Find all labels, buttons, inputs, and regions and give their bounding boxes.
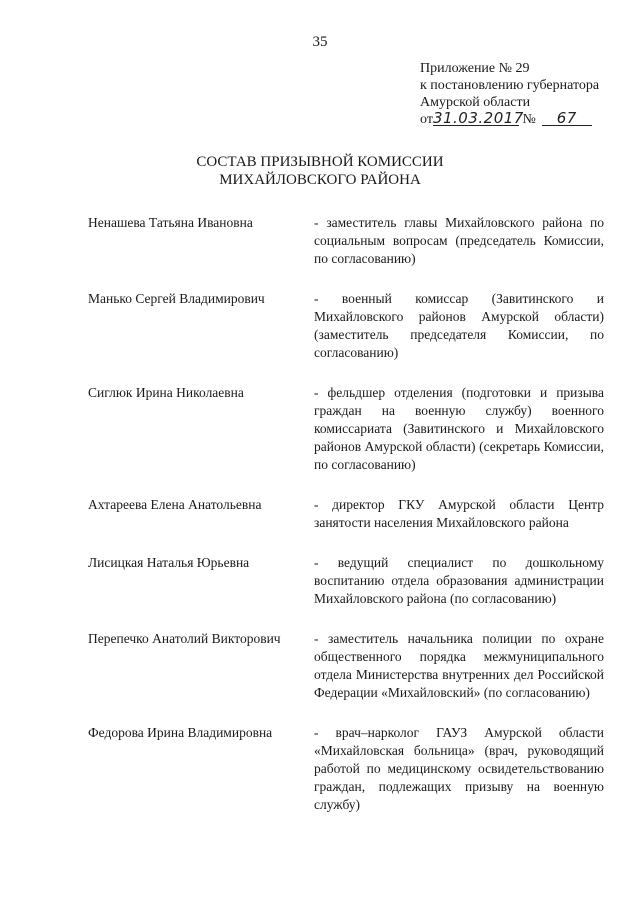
member-row bbox=[78, 384, 618, 474]
member-row bbox=[78, 724, 618, 814]
member-role: - ведущий специалист по дошкольному воспитанию отдела образования администрации Михайловского района (по согласованию) bbox=[314, 555, 604, 606]
commission-members-list bbox=[78, 214, 618, 814]
document-title bbox=[0, 153, 640, 189]
appendix-region-line: Амурской области bbox=[420, 95, 531, 110]
member-name: Федорова Ирина Владимировна bbox=[88, 725, 273, 740]
member-name: Ахтареева Елена Анатольевна bbox=[88, 497, 262, 512]
member-role: - директор ГКУ Амурской области Центр занятости населения Михайловского района bbox=[314, 497, 604, 530]
member-role: - врач–нарколог ГАУЗ Амурской области «Михайловская больница» (врач, руководящий работой по медицинскому освидетельствованию граждан, подлежащих призыву на военную службу) bbox=[314, 725, 604, 812]
appendix-resolution-line: к постановлению губернатора bbox=[420, 78, 600, 93]
member-role: - заместитель главы Михайловского района по социальным вопросам (председатель Комиссии, по согласованию) bbox=[314, 215, 604, 266]
member-name: Сиглюк Ирина Николаевна bbox=[88, 385, 244, 400]
appendix-block bbox=[420, 60, 620, 128]
member-row bbox=[78, 214, 618, 268]
title-line-2: МИХАЙЛОВСКОГО РАЙОНА bbox=[219, 172, 421, 188]
member-name: Ненашева Татьяна Ивановна bbox=[88, 215, 253, 230]
member-row bbox=[78, 554, 618, 608]
member-row bbox=[78, 290, 618, 362]
appendix-title: Приложение № 29 bbox=[420, 61, 530, 76]
member-role: - военный комиссар (Завитинского и Михайловского районов Амурской области) (заместитель председателя Комиссии, по согласованию) bbox=[314, 291, 604, 360]
member-role: - фельдшер отделения (подготовки и призыва граждан на военную службу) военного комиссариата (Завитинского и Михайловского районов Амурской области) (секретарь Комиссии, по согласованию) bbox=[314, 385, 604, 472]
handwritten-date: 31.03.2017 bbox=[432, 109, 524, 127]
member-name: Лисицкая Наталья Юрьевна bbox=[88, 555, 250, 570]
member-name: Перепечко Анатолий Викторович bbox=[88, 631, 281, 646]
member-role: - заместитель начальника полиции по охране общественного порядка межмуниципального отдела Министерства внутренних дел Российской Федерации «Михайловский» (по согласованию) bbox=[314, 631, 604, 700]
member-row bbox=[78, 630, 618, 702]
page-number: 35 bbox=[312, 34, 328, 50]
member-row bbox=[78, 496, 618, 532]
handwritten-number: 67 bbox=[542, 111, 592, 126]
appendix-date-number-line bbox=[420, 111, 620, 128]
number-prefix: № bbox=[522, 112, 536, 127]
date-prefix: от bbox=[420, 112, 433, 127]
title-line-1: СОСТАВ ПРИЗЫВНОЙ КОМИССИИ bbox=[196, 154, 444, 170]
member-name: Манько Сергей Владимирович bbox=[88, 291, 265, 306]
